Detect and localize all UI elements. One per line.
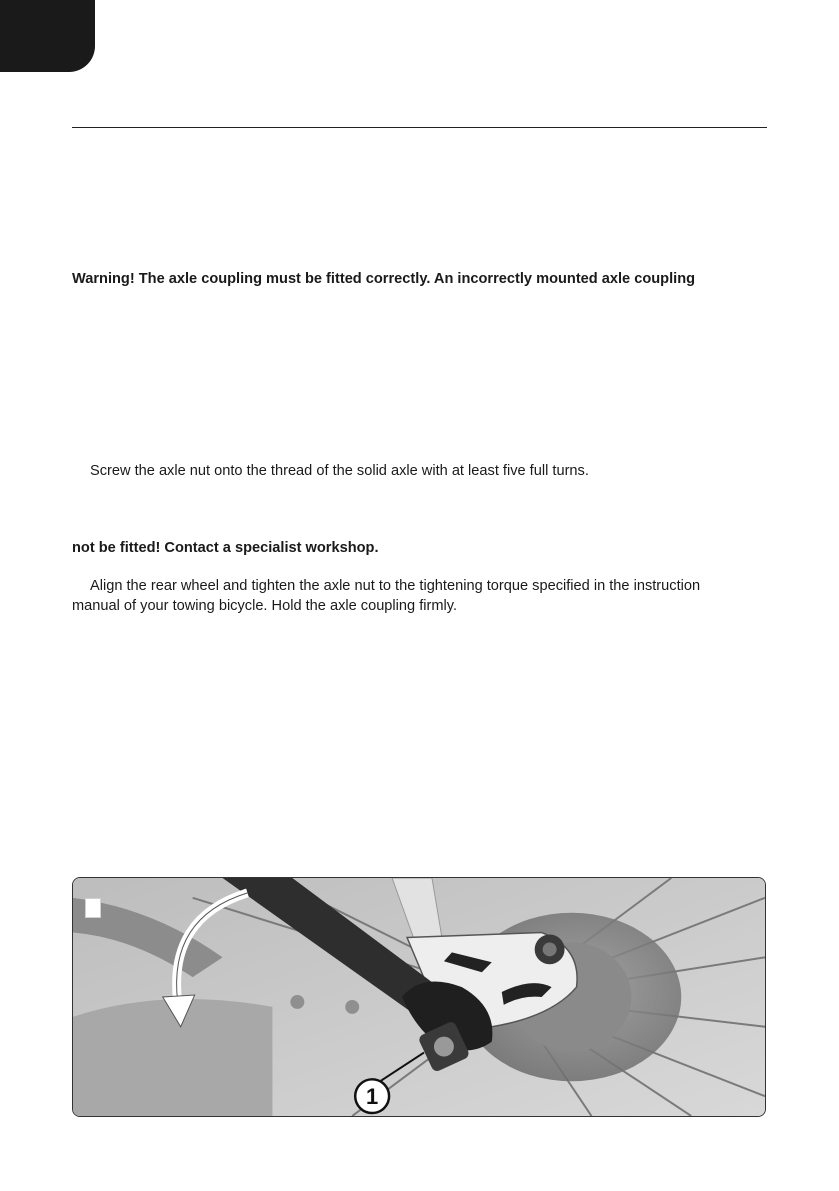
axle-illustration-svg — [73, 878, 765, 1116]
chapter-corner-tab — [0, 0, 95, 72]
callout-number: 1 — [366, 1084, 379, 1110]
warning-text-line-1: Warning! The axle coupling must be fitted correctly. An incorrectly mounted axle coupling — [72, 271, 696, 287]
figure-marker — [85, 898, 101, 918]
step-align-rear-wheel-line-1: Align the rear wheel and tighten the axle nut to the tightening torque specified in the instruction — [90, 578, 701, 594]
warning-text-line-2: not be fitted! Contact a specialist workshop. — [72, 540, 379, 556]
header-rule — [72, 127, 767, 128]
step-align-rear-wheel-line-2: manual of your towing bicycle. Hold the axle coupling firmly. — [72, 598, 458, 614]
axle-nut-tightening-illustration — [72, 877, 766, 1117]
step-screw-axle-nut: Screw the axle nut onto the thread of the solid axle with at least five full turns. — [90, 463, 589, 479]
